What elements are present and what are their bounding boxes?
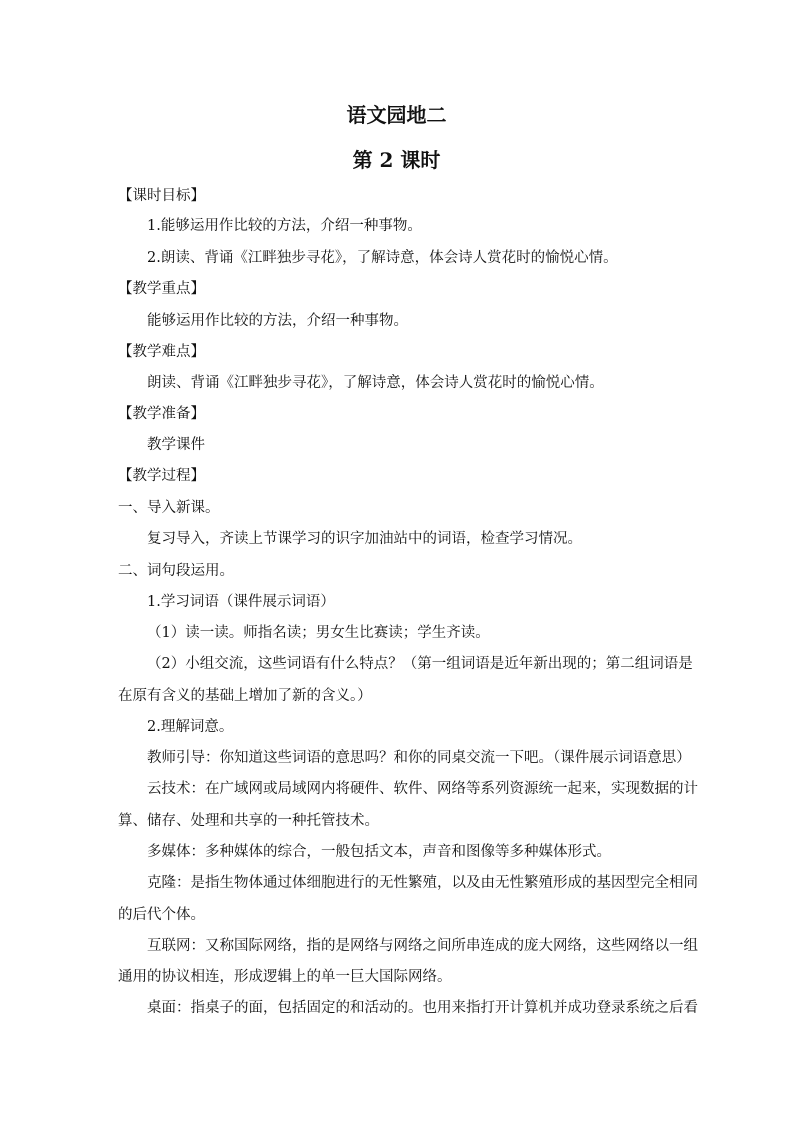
paragraph-line: 朗读、背诵《江畔独步寻花》，了解诗意，体会诗人赏花时的愉悦心情。 [147, 375, 604, 391]
paragraph-line: （2）小组交流，这些词语有什么特点？（第一组词语是近年新出现的；第二组词语是 [147, 656, 693, 672]
section-heading-difficulties: 【教学难点】 [118, 344, 205, 360]
paragraph-line: 算、储存、处理和共享的一种托管技术。 [118, 813, 379, 829]
paragraph-line: 能够运用作比较的方法，介绍一种事物。 [147, 313, 408, 329]
paragraph-line: 多媒体：多种媒体的综合，一般包括文本，声音和图像等多种媒体形式。 [147, 844, 611, 860]
section-heading-key-points: 【教学重点】 [118, 281, 205, 297]
subheading-line: 二、词句段运用。 [118, 563, 234, 579]
paragraph-line: 1.能够运用作比较的方法，介绍一种事物。 [147, 218, 422, 234]
paragraph-line: 2.朗读、背诵《江畔独步寻花》，了解诗意，体会诗人赏花时的愉悦心情。 [147, 250, 618, 266]
paragraph-line: 在原有含义的基础上增加了新的含义。） [118, 688, 372, 704]
paragraph-line: 复习导入，齐读上节课学习的识字加油站中的词语，检查学习情况。 [147, 531, 582, 547]
paragraph-line: 的后代个体。 [118, 907, 205, 923]
section-heading-process: 【教学过程】 [118, 468, 205, 484]
paragraph-line: 1.学习词语（课件展示词语） [147, 594, 335, 610]
section-heading-preparation: 【教学准备】 [118, 406, 205, 422]
subheading-line: 一、导入新课。 [118, 500, 220, 516]
paragraph-line: 桌面：指桌子的面，包括固定的和活动的。也用来指打开计算机并成功登录系统之后看 [147, 1000, 698, 1016]
paragraph-line: 通用的协议相连，形成逻辑上的单一巨大国际网络。 [118, 969, 452, 985]
page-subtitle: 第 2 课时 [352, 148, 441, 172]
paragraph-line: 教学课件 [147, 437, 205, 453]
page-title: 语文园地二 [346, 103, 447, 127]
paragraph-line: 云技术：在广域网或局域网内将硬件、软件、网络等系列资源统一起来，实现数据的计 [147, 781, 698, 797]
section-heading-objectives: 【课时目标】 [118, 188, 205, 204]
paragraph-line: 克隆：是指生物体通过体细胞进行的无性繁殖，以及由无性繁殖形成的基因型完全相同 [147, 875, 698, 891]
paragraph-line: （1）读一读。师指名读；男女生比赛读；学生齐读。 [147, 625, 490, 641]
paragraph-line: 互联网：又称国际网络，指的是网络与网络之间所串连成的庞大网络，这些网络以一组 [147, 938, 698, 954]
paragraph-line: 2.理解词意。 [147, 719, 234, 735]
paragraph-line: 教师引导：你知道这些词语的意思吗？和你的同桌交流一下吧。（课件展示词语意思） [147, 750, 691, 766]
